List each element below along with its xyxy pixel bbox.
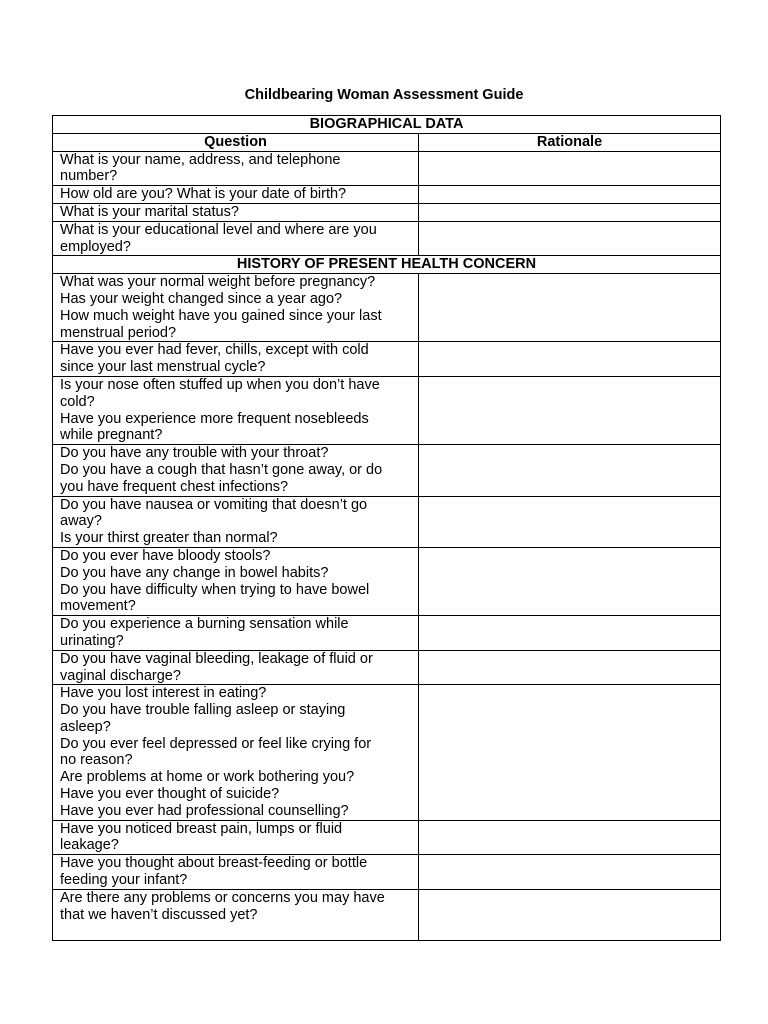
question-text: Have you ever had professional counselling? [60, 802, 349, 819]
question-text: asleep? [60, 718, 111, 735]
question-text: Have you ever had fever, chills, except with cold [60, 342, 369, 359]
assessment-table-body [53, 116, 721, 941]
question-cell [53, 342, 419, 377]
question-row [53, 342, 721, 377]
rationale-cell [419, 889, 721, 940]
question-text: Are problems at home or work bothering you? [60, 769, 355, 786]
question-cell [53, 496, 419, 547]
column-header-row [53, 133, 721, 151]
question-cell [53, 616, 419, 651]
column-header-rationale: Rationale [419, 133, 721, 151]
question-row [53, 151, 721, 186]
question-text: Have you lost interest in eating? [60, 685, 267, 702]
question-text: Are there any problems or concerns you may have [60, 889, 385, 906]
question-text: you have frequent chest infections? [60, 478, 289, 495]
question-text: Do you have any trouble with your throat? [60, 445, 329, 462]
question-text: menstrual period? [60, 324, 177, 341]
question-cell [53, 547, 419, 615]
question-text: Do you have vaginal bleeding, leakage of fluid or [60, 650, 373, 667]
rationale-cell [419, 342, 721, 377]
question-text: Is your thirst greater than normal? [60, 530, 278, 547]
question-text: Do you have any change in bowel habits? [60, 564, 329, 581]
question-row [53, 547, 721, 615]
rationale-cell [419, 203, 721, 221]
question-text: feeding your infant? [60, 872, 188, 889]
rationale-cell [419, 376, 721, 444]
question-text: Have you ever thought of suicide? [60, 786, 280, 803]
question-cell [53, 685, 419, 820]
question-text: What was your normal weight before pregnancy? [60, 274, 376, 291]
question-row [53, 496, 721, 547]
section-row-history [53, 256, 721, 274]
question-text: Do you have nausea or vomiting that doesn’t go [60, 496, 368, 513]
question-cell [53, 820, 419, 855]
question-text: number? [60, 168, 118, 185]
question-cell [53, 889, 419, 940]
question-row [53, 685, 721, 820]
rationale-cell [419, 274, 721, 342]
column-header-question: Question [53, 133, 419, 151]
question-text: Have you noticed breast pain, lumps or fluid [60, 820, 343, 837]
question-text: Do you ever have bloody stools? [60, 547, 271, 564]
question-text: What is your name, address, and telephone [60, 151, 341, 168]
question-row [53, 203, 721, 221]
question-cell [53, 151, 419, 186]
question-row [53, 376, 721, 444]
question-cell [53, 650, 419, 685]
rationale-cell [419, 820, 721, 855]
question-text: Have you thought about breast-feeding or bottle [60, 855, 368, 872]
rationale-cell [419, 186, 721, 204]
question-cell [53, 855, 419, 890]
question-text: Do you experience a burning sensation while [60, 616, 349, 633]
rationale-cell [419, 496, 721, 547]
question-cell [53, 203, 419, 221]
question-row [53, 820, 721, 855]
question-text: movement? [60, 598, 136, 615]
question-text: employed? [60, 238, 131, 255]
rationale-cell [419, 855, 721, 890]
question-text: How much weight have you gained since your last [60, 307, 382, 324]
rationale-cell [419, 685, 721, 820]
question-cell [53, 274, 419, 342]
rationale-cell [419, 221, 721, 256]
rationale-cell [419, 650, 721, 685]
question-text: Is your nose often stuffed up when you don’t have [60, 376, 380, 393]
question-text: Do you have trouble falling asleep or staying [60, 702, 346, 719]
question-row [53, 221, 721, 256]
question-row [53, 650, 721, 685]
question-text: Have you experience more frequent nosebleeds [60, 410, 369, 427]
question-cell [53, 221, 419, 256]
question-text: leakage? [60, 837, 119, 854]
question-cell [53, 186, 419, 204]
section-row-biographical [53, 116, 721, 134]
rationale-cell [419, 151, 721, 186]
question-text: vaginal discharge? [60, 667, 181, 684]
question-text: Do you have difficulty when trying to have bowel [60, 581, 370, 598]
document-title: Childbearing Woman Assessment Guide [244, 87, 524, 103]
rationale-cell [419, 445, 721, 496]
question-row [53, 855, 721, 890]
question-text: away? [60, 513, 102, 530]
question-text: no reason? [60, 752, 133, 769]
question-text: urinating? [60, 632, 124, 649]
question-text: that we haven’t discussed yet? [60, 906, 258, 923]
question-text: Has your weight changed since a year ago? [60, 290, 343, 307]
question-cell [53, 445, 419, 496]
section-heading-biographical: BIOGRAPHICAL DATA [53, 116, 721, 134]
question-text: What is your marital status? [60, 203, 239, 220]
assessment-table [52, 115, 721, 941]
question-row [53, 445, 721, 496]
question-row [53, 274, 721, 342]
question-row [53, 186, 721, 204]
question-text: Do you ever feel depressed or feel like crying for [60, 735, 372, 752]
question-row [53, 889, 721, 940]
question-row [53, 616, 721, 651]
rationale-cell [419, 547, 721, 615]
rationale-cell [419, 616, 721, 651]
question-text: while pregnant? [60, 427, 163, 444]
question-text: How old are you? What is your date of birth? [60, 186, 347, 203]
question-text: Do you have a cough that hasn’t gone away, or do [60, 461, 383, 478]
question-text: cold? [60, 393, 95, 410]
question-text: What is your educational level and where are you [60, 221, 377, 238]
section-heading-history: HISTORY OF PRESENT HEALTH CONCERN [53, 256, 721, 274]
question-cell [53, 376, 419, 444]
question-text: since your last menstrual cycle? [60, 359, 266, 376]
